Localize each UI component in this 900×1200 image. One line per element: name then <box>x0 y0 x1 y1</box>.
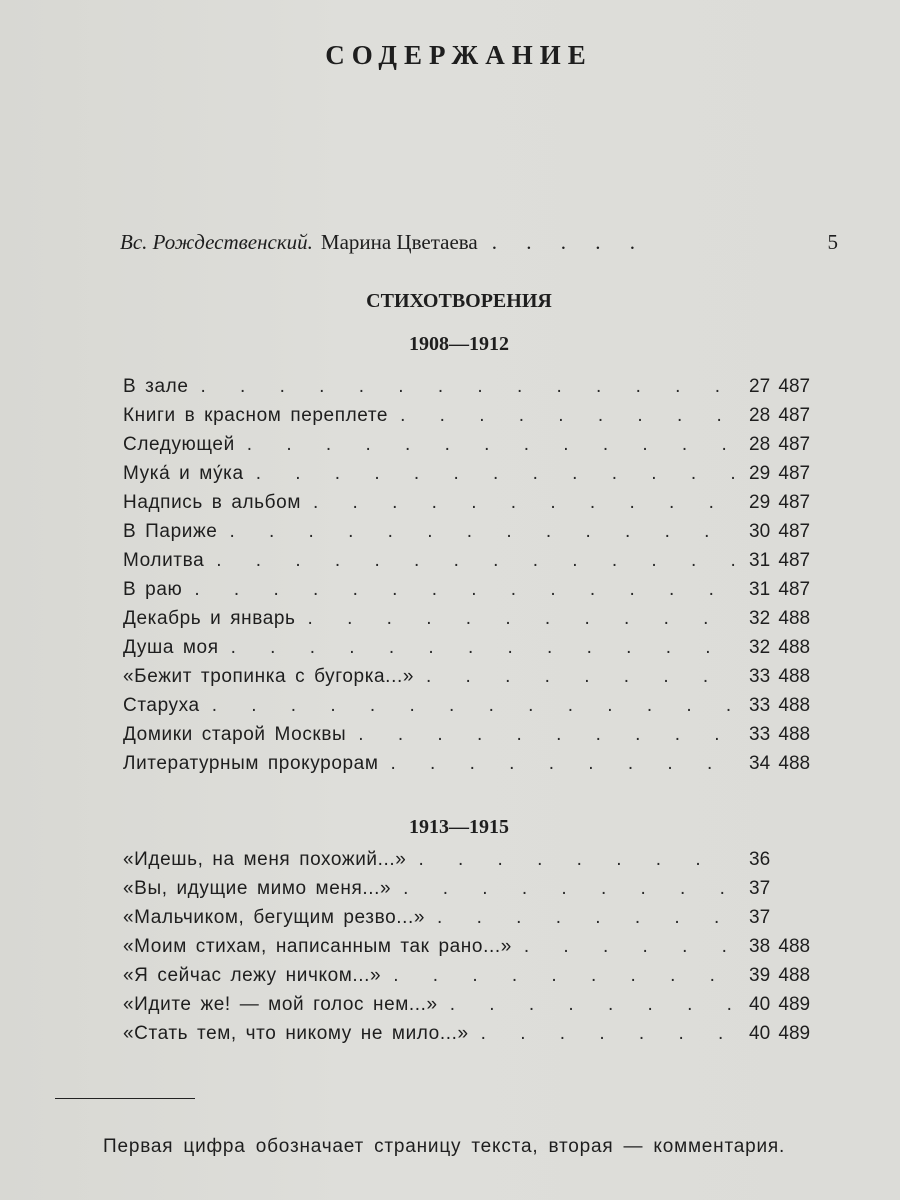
toc-entry-pages: 38 488 <box>749 936 811 957</box>
toc-entry-pages: 33 488 <box>749 695 811 716</box>
toc-entry-title: Книги в красном переплете <box>123 405 389 426</box>
footnote-rule <box>55 1098 195 1099</box>
toc-entry <box>123 434 835 463</box>
toc-entry-title: Следующей <box>123 434 235 455</box>
toc-entry <box>123 405 835 434</box>
toc-entry <box>123 994 835 1023</box>
leader-dots <box>212 695 735 717</box>
toc-entry-title: «Идите же! — мой голос нем...» <box>123 994 438 1015</box>
intro-page: 5 <box>827 230 838 254</box>
toc-entry-pages: 37 <box>749 878 771 899</box>
leader-dots <box>313 492 735 514</box>
toc-entry <box>123 965 835 994</box>
leader-dots <box>247 434 735 456</box>
leader-dots <box>400 405 735 427</box>
leader-dots <box>358 724 735 746</box>
leader-dots <box>194 579 735 601</box>
toc-entry-pages: 32 488 <box>749 637 811 658</box>
toc-entry-title: Душа моя <box>123 637 219 658</box>
toc-entry-pages: 31 487 <box>749 550 811 571</box>
toc-entry-title: Молитва <box>123 550 205 571</box>
toc-entry <box>123 695 835 724</box>
toc-entry <box>123 463 835 492</box>
leader-dots <box>229 521 735 543</box>
toc-list-2 <box>123 849 835 1052</box>
toc-entry <box>123 376 835 405</box>
toc-entry-pages: 28 487 <box>749 434 811 455</box>
page-title: СОДЕРЖАНИЕ <box>325 40 593 70</box>
leader-dots <box>390 753 735 775</box>
toc-entry-title: «Бежит тропинка с бугорка...» <box>123 666 414 687</box>
period-heading-1: 1908—1912 <box>409 333 509 355</box>
leader-dots <box>216 550 735 572</box>
toc-entry-pages: 40 489 <box>749 994 811 1015</box>
toc-entry <box>123 907 835 936</box>
toc-entry-title: «Идешь, на меня похожий...» <box>123 849 407 870</box>
toc-entry-pages: 29 487 <box>749 492 811 513</box>
toc-entry <box>123 492 835 521</box>
leader-dots <box>418 849 735 871</box>
section-title: СТИХОТВОРЕНИЯ <box>366 290 552 312</box>
footnote: Первая цифра обозначает страницу текста, вторая — комментария. <box>103 1136 786 1157</box>
toc-entry-title: «Я сейчас лежу ничком...» <box>123 965 382 986</box>
toc-entry-title: В Париже <box>123 521 218 542</box>
toc-entry-title: Старуха <box>123 695 200 716</box>
toc-entry <box>123 579 835 608</box>
toc-entry <box>123 936 835 965</box>
toc-entry-title: В зале <box>123 376 189 397</box>
toc-entry <box>123 1023 835 1052</box>
toc-entry-pages: 36 <box>749 849 771 870</box>
toc-entry-title: «Стать тем, что никому не мило...» <box>123 1023 469 1044</box>
toc-entry <box>123 550 835 579</box>
toc-entry-title: В раю <box>123 579 183 600</box>
toc-entry-title: «Моим стихам, написанным так рано...» <box>123 936 512 957</box>
leader-dots <box>231 637 735 659</box>
toc-entry <box>123 608 835 637</box>
toc-entry-title: Декабрь и январь <box>123 608 296 629</box>
toc-entry-pages: 31 487 <box>749 579 811 600</box>
toc-entry-title: «Мальчиком, бегущим резво...» <box>123 907 426 928</box>
toc-entry-pages: 40 489 <box>749 1023 811 1044</box>
toc-list-1 <box>123 376 835 782</box>
leader-dots <box>393 965 735 987</box>
leader-dots <box>426 666 735 688</box>
toc-entry <box>123 849 835 878</box>
toc-entry <box>123 666 835 695</box>
toc-entry <box>123 521 835 550</box>
intro-dots: . . . . . <box>491 230 647 254</box>
intro-entry <box>120 230 838 255</box>
leader-dots <box>481 1023 735 1045</box>
leader-dots <box>308 608 735 630</box>
toc-entry-title: Надпись в альбом <box>123 492 301 513</box>
intro-author: Вс. Рождественский. <box>120 230 313 254</box>
intro-title: Марина Цветаева <box>320 230 478 254</box>
toc-entry-pages: 33 488 <box>749 724 811 745</box>
toc-entry <box>123 753 835 782</box>
toc-entry-title: Домики старой Москвы <box>123 724 347 745</box>
toc-entry <box>123 637 835 666</box>
toc-entry-title: Мука́ и му́ка <box>123 463 244 484</box>
leader-dots <box>256 463 735 485</box>
leader-dots <box>437 907 735 929</box>
toc-entry <box>123 878 835 907</box>
leader-dots <box>403 878 735 900</box>
toc-entry-pages: 28 487 <box>749 405 811 426</box>
period-heading-2: 1913—1915 <box>409 816 509 838</box>
leader-dots <box>450 994 735 1016</box>
toc-entry-pages: 34 488 <box>749 753 811 774</box>
toc-entry-pages: 33 488 <box>749 666 811 687</box>
toc-entry <box>123 724 835 753</box>
toc-entry-pages: 32 488 <box>749 608 811 629</box>
leader-dots <box>200 376 735 398</box>
toc-entry-pages: 29 487 <box>749 463 811 484</box>
toc-entry-title: «Вы, идущие мимо меня...» <box>123 878 392 899</box>
leader-dots <box>524 936 735 958</box>
toc-entry-pages: 30 487 <box>749 521 811 542</box>
toc-entry-title: Литературным прокурорам <box>123 753 379 774</box>
toc-entry-pages: 27 487 <box>749 376 811 397</box>
toc-entry-pages: 37 <box>749 907 771 928</box>
toc-entry-pages: 39 488 <box>749 965 811 986</box>
